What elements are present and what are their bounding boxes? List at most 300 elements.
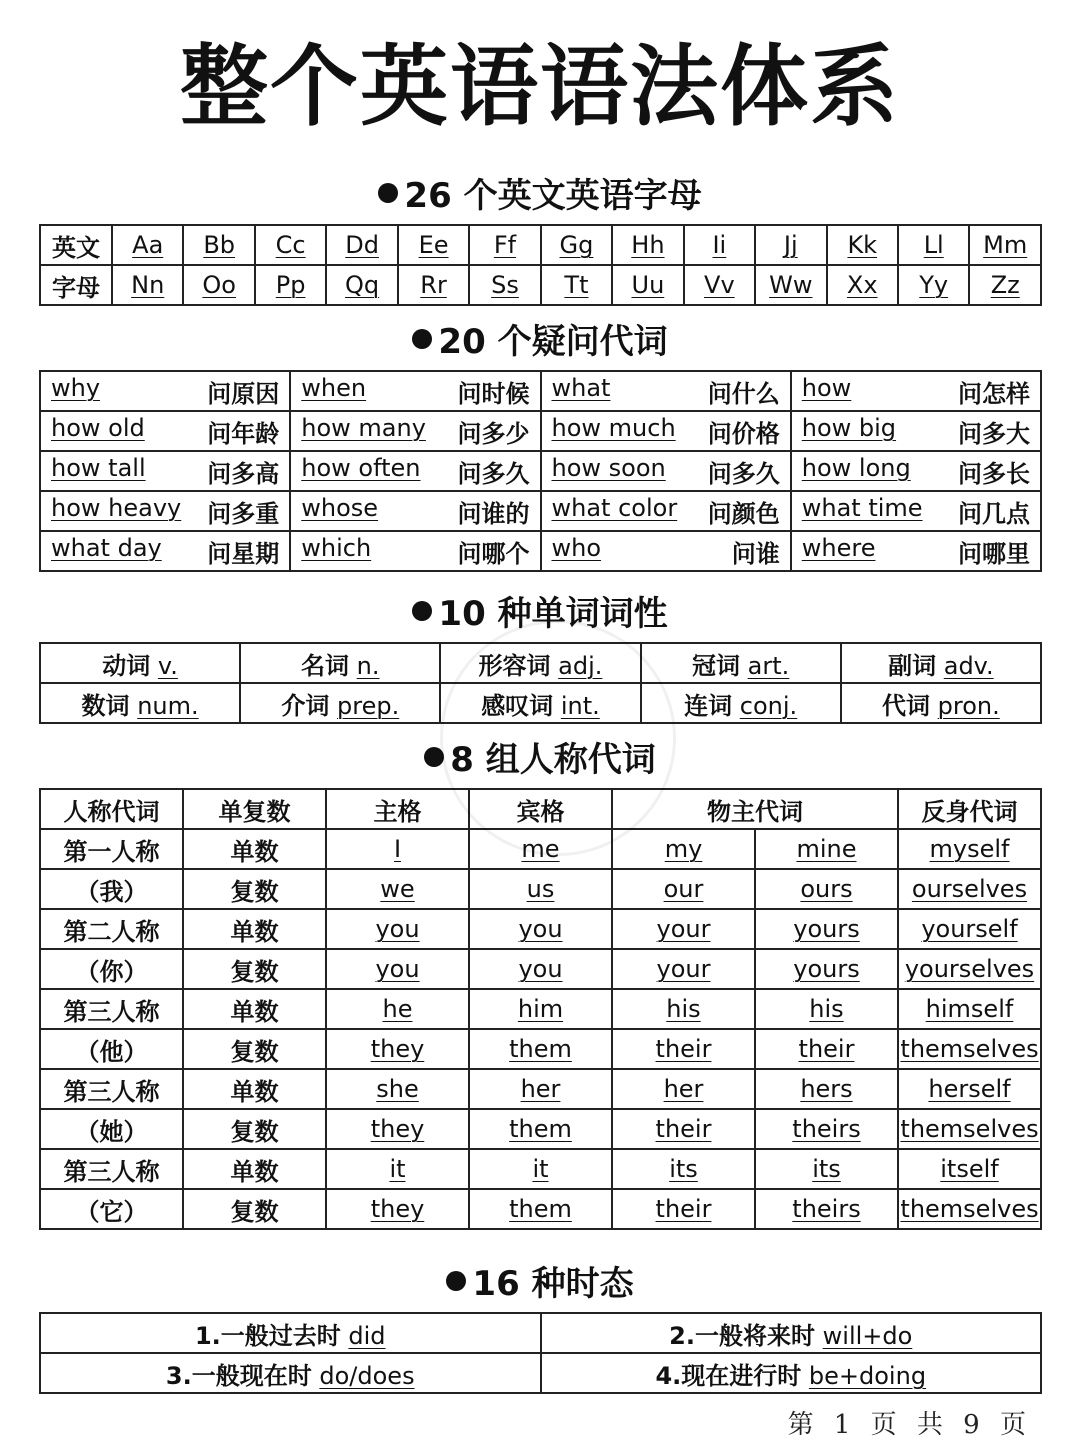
pronoun-cell — [469, 989, 612, 1029]
letter-cell — [112, 265, 183, 305]
pos-name: 形容词 — [478, 651, 551, 680]
letter-text: Ff — [493, 231, 517, 259]
pronoun-cell — [326, 989, 469, 1029]
question-meaning: 问星期 — [207, 539, 280, 568]
pronoun-cell — [469, 1029, 612, 1069]
pos-abbr: adj. — [558, 651, 603, 680]
letter-text: Oo — [202, 271, 236, 299]
letter-cell — [541, 265, 612, 305]
letter-text: Ee — [418, 231, 449, 259]
pronoun-form: her — [663, 1075, 704, 1103]
letter-text: Zz — [990, 271, 1020, 299]
question-meaning: 问原因 — [207, 379, 280, 408]
pos-cell — [641, 643, 841, 683]
pronoun-form: we — [380, 875, 415, 903]
pronoun-cell — [326, 1069, 469, 1109]
row-label-text: 英文 — [52, 233, 100, 262]
question-word: how heavy — [51, 493, 182, 522]
pronoun-cell — [612, 989, 755, 1029]
question-meaning: 问谁 — [731, 539, 780, 568]
question-cell — [290, 531, 540, 571]
pronoun-cell — [898, 829, 1041, 869]
pronoun-cell — [40, 989, 183, 1029]
pos-abbr: conj. — [739, 691, 798, 720]
pos-name: 感叹词 — [481, 691, 554, 720]
question-word: how much — [551, 413, 676, 442]
question-meaning: 问多重 — [207, 499, 280, 528]
pronoun-cell — [755, 909, 898, 949]
pronoun-form: they — [370, 1115, 425, 1143]
letter-text: Jj — [783, 231, 798, 259]
page-footer: 第 1 页 共 9 页 — [787, 1410, 1032, 1440]
tense-name: 3.一般现在时 — [165, 1361, 312, 1390]
question-cell — [290, 491, 540, 531]
question-word: whose — [301, 493, 379, 522]
letter-cell — [684, 225, 755, 265]
question-cell — [40, 371, 290, 411]
question-word: how soon — [551, 453, 666, 482]
pronoun-form: their — [798, 1035, 855, 1063]
question-word: how tall — [51, 453, 146, 482]
pronoun-cell — [469, 909, 612, 949]
pos-cell — [440, 683, 640, 723]
question-meaning: 问年龄 — [207, 419, 280, 448]
letter-text: Tt — [564, 271, 589, 299]
pronoun-cell — [40, 949, 183, 989]
pronoun-cell — [612, 949, 755, 989]
question-word: how often — [301, 453, 421, 482]
question-word: why — [51, 373, 101, 402]
letter-cell — [326, 265, 397, 305]
letter-text: Uu — [631, 271, 665, 299]
pronoun-form: themselves — [900, 1195, 1039, 1223]
section-heading-pronoun: 8 组人称代词 — [0, 738, 1080, 782]
pronoun-row — [40, 869, 1041, 909]
pos-abbr: n. — [356, 651, 380, 680]
pronoun-form: they — [370, 1035, 425, 1063]
tense-row — [40, 1353, 1041, 1393]
pos-name: 动词 — [102, 651, 151, 680]
pronoun-row — [40, 1149, 1041, 1189]
pronoun-form: yours — [793, 915, 860, 943]
pronoun-form: you — [518, 915, 563, 943]
pronoun-form: your — [656, 955, 711, 983]
pronoun-cell — [898, 909, 1041, 949]
pronoun-header-cell — [183, 789, 326, 829]
pronoun-form: he — [382, 995, 413, 1023]
question-cell — [791, 491, 1041, 531]
section-heading-tense: 16 种时态 — [0, 1262, 1080, 1306]
question-meaning: 问谁的 — [457, 499, 530, 528]
letter-cell — [755, 265, 826, 305]
pronoun-form: him — [517, 995, 564, 1023]
pronoun-form: theirs — [792, 1115, 861, 1143]
pronoun-cell — [755, 1149, 898, 1189]
alphabet-row — [40, 225, 1041, 265]
letter-cell — [684, 265, 755, 305]
tense-cell — [40, 1313, 541, 1353]
pronoun-form: them — [509, 1115, 572, 1143]
pos-name: 数词 — [81, 691, 130, 720]
section-heading-question: 20 个疑问代词 — [0, 320, 1080, 364]
letter-text: Bb — [203, 231, 236, 259]
tense-form: will+do — [822, 1321, 913, 1350]
pos-row — [40, 683, 1041, 723]
letter-text: Dd — [345, 231, 379, 259]
pronoun-cell — [183, 909, 326, 949]
letter-cell — [255, 265, 326, 305]
letter-text: Aa — [132, 231, 164, 259]
pronoun-form: yourselves — [904, 955, 1035, 983]
pronoun-cell — [40, 829, 183, 869]
pos-abbr: adv. — [943, 651, 994, 680]
pronoun-cell — [183, 1149, 326, 1189]
pronoun-form: you — [375, 955, 420, 983]
letter-cell — [398, 225, 469, 265]
pronoun-cell — [469, 949, 612, 989]
letter-cell — [469, 265, 540, 305]
pronoun-cell — [183, 949, 326, 989]
pronoun-cell — [469, 829, 612, 869]
pronoun-cell — [612, 829, 755, 869]
pronoun-form: you — [375, 915, 420, 943]
pronoun-cell — [40, 1189, 183, 1229]
pronoun-form: her — [520, 1075, 561, 1103]
pronoun-form: ours — [800, 875, 853, 903]
letter-cell — [898, 225, 969, 265]
question-meaning: 问价格 — [707, 419, 780, 448]
question-word: how many — [301, 413, 426, 442]
question-cell — [541, 451, 791, 491]
pronoun-cell — [326, 829, 469, 869]
bullet-icon — [424, 747, 444, 767]
pronoun-cell — [326, 1189, 469, 1229]
letter-text: Gg — [559, 231, 594, 259]
question-row — [40, 451, 1041, 491]
letter-cell — [398, 265, 469, 305]
pronoun-form: myself — [929, 835, 1010, 863]
pronoun-label: （她） — [75, 1117, 148, 1146]
pronoun-header-cell — [469, 789, 612, 829]
question-cell — [541, 371, 791, 411]
letter-text: Ww — [769, 271, 813, 299]
pronoun-header-row — [40, 789, 1041, 829]
pronoun-label: 复数 — [230, 877, 279, 906]
pronoun-form: his — [666, 995, 701, 1023]
pronoun-label: 单数 — [230, 1157, 279, 1186]
letter-cell — [969, 225, 1041, 265]
pronoun-cell — [326, 869, 469, 909]
pronoun-cell — [612, 909, 755, 949]
question-row — [40, 371, 1041, 411]
pronoun-cell — [612, 1069, 755, 1109]
question-cell — [40, 531, 290, 571]
pronoun-form: himself — [925, 995, 1014, 1023]
header-text: 主格 — [373, 797, 422, 826]
pos-abbr: prep. — [337, 691, 400, 720]
pronoun-row — [40, 829, 1041, 869]
pronoun-form: herself — [928, 1075, 1011, 1103]
tense-name: 1.一般过去时 — [194, 1321, 341, 1350]
pos-abbr: int. — [560, 691, 600, 720]
row-label-text: 字母 — [52, 273, 100, 302]
pronoun-cell — [755, 829, 898, 869]
pronoun-label: 单数 — [230, 997, 279, 1026]
pronoun-form: us — [526, 875, 555, 903]
letter-cell — [969, 265, 1041, 305]
question-words-table — [39, 370, 1042, 572]
pronoun-form: ourselves — [911, 875, 1028, 903]
pronoun-label: 单数 — [230, 837, 279, 866]
pos-cell — [641, 683, 841, 723]
letter-text: Hh — [631, 231, 665, 259]
question-meaning: 问多高 — [207, 459, 280, 488]
pronoun-cell — [612, 1189, 755, 1229]
pronoun-form: I — [393, 835, 402, 863]
pronoun-row — [40, 1189, 1041, 1229]
pronoun-cell — [898, 1069, 1041, 1109]
question-row — [40, 491, 1041, 531]
letter-cell — [827, 225, 898, 265]
pronoun-form: their — [655, 1115, 712, 1143]
letter-cell — [612, 225, 683, 265]
tense-name: 2.一般将来时 — [669, 1321, 815, 1350]
question-meaning: 问多久 — [457, 459, 530, 488]
pronoun-form: mine — [796, 835, 857, 863]
pronoun-label: 复数 — [230, 957, 279, 986]
pronoun-form: his — [809, 995, 844, 1023]
letter-text: Nn — [131, 271, 165, 299]
bullet-icon — [412, 601, 432, 621]
question-meaning: 问怎样 — [958, 379, 1030, 408]
pronoun-form: themselves — [900, 1115, 1039, 1143]
question-word: what color — [551, 493, 678, 522]
bullet-icon — [446, 1271, 466, 1291]
pronoun-form: themselves — [900, 1035, 1039, 1063]
question-word: which — [301, 533, 372, 562]
tense-form: do/does — [319, 1361, 415, 1390]
pronoun-label: 第三人称 — [63, 1077, 160, 1106]
question-cell — [791, 371, 1041, 411]
pronoun-form: hers — [800, 1075, 853, 1103]
pos-name: 代词 — [882, 691, 930, 720]
question-word: when — [301, 373, 367, 402]
header-text: 人称代词 — [63, 797, 160, 826]
pronoun-cell — [898, 989, 1041, 1029]
pos-row — [40, 643, 1041, 683]
pronoun-cell — [40, 909, 183, 949]
pronoun-header-cell — [612, 789, 898, 829]
letter-cell — [255, 225, 326, 265]
section-heading-pos: 10 种单词词性 — [0, 592, 1080, 636]
pronoun-form: yourself — [921, 915, 1018, 943]
tense-cell — [541, 1353, 1042, 1393]
pronoun-label: 复数 — [230, 1197, 279, 1226]
pronoun-form: it — [389, 1155, 406, 1183]
pronoun-cell — [183, 829, 326, 869]
pronoun-cell — [326, 949, 469, 989]
pronoun-label: （他） — [75, 1037, 148, 1066]
pronoun-row — [40, 949, 1041, 989]
pronoun-form: it — [532, 1155, 549, 1183]
pronoun-cell — [755, 949, 898, 989]
question-meaning: 问多久 — [707, 459, 780, 488]
letter-text: Yy — [919, 271, 949, 299]
pronoun-cell — [612, 1149, 755, 1189]
letter-cell — [541, 225, 612, 265]
pos-name: 介词 — [281, 691, 330, 720]
letter-text: Ii — [712, 231, 727, 259]
pronoun-label: 第三人称 — [63, 997, 160, 1026]
question-row — [40, 531, 1041, 571]
pos-name: 连词 — [684, 691, 733, 720]
pronoun-form: yours — [793, 955, 860, 983]
pos-cell — [40, 683, 240, 723]
header-text: 物主代词 — [707, 797, 803, 826]
question-word: how big — [801, 413, 897, 442]
pronoun-header-cell — [898, 789, 1041, 829]
pronoun-cell — [755, 1069, 898, 1109]
letter-cell — [326, 225, 397, 265]
pronoun-row — [40, 1069, 1041, 1109]
pronoun-cell — [469, 1069, 612, 1109]
pronoun-cell — [183, 1069, 326, 1109]
question-cell — [791, 531, 1041, 571]
pronoun-label: （它） — [75, 1197, 148, 1226]
pronoun-cell — [612, 1029, 755, 1069]
pronoun-cell — [40, 869, 183, 909]
page-title: 整个英语语法体系 — [179, 35, 900, 138]
pronoun-cell — [755, 989, 898, 1029]
question-word: what time — [801, 493, 923, 522]
bullet-icon — [378, 183, 398, 203]
pos-cell — [841, 683, 1041, 723]
tense-table — [39, 1312, 1042, 1394]
header-text: 宾格 — [516, 797, 565, 826]
pronoun-cell — [40, 1149, 183, 1189]
letter-cell — [898, 265, 969, 305]
section-heading-alphabet: 26 个英文英语字母 — [0, 174, 1080, 218]
question-word: how — [801, 373, 852, 402]
question-meaning: 问几点 — [958, 499, 1030, 528]
pos-abbr: art. — [747, 651, 790, 680]
pronoun-form: them — [509, 1195, 572, 1223]
question-cell — [40, 491, 290, 531]
question-meaning: 问哪个 — [457, 539, 530, 568]
question-word: what day — [51, 533, 162, 562]
tense-name: 4.现在进行时 — [655, 1361, 802, 1390]
pronoun-form: they — [370, 1195, 425, 1223]
question-meaning: 问多长 — [958, 459, 1030, 488]
question-cell — [541, 491, 791, 531]
pos-cell — [440, 643, 640, 683]
pos-cell — [240, 643, 440, 683]
letter-text: Kk — [847, 231, 878, 259]
question-word: who — [551, 533, 602, 562]
pronoun-label: 第一人称 — [63, 837, 160, 866]
pos-name: 冠词 — [692, 651, 741, 680]
question-word: how long — [801, 453, 911, 482]
question-meaning: 问什么 — [707, 379, 780, 408]
question-meaning: 问多大 — [958, 419, 1030, 448]
question-cell — [290, 451, 540, 491]
pronoun-cell — [898, 1149, 1041, 1189]
pronoun-header-cell — [40, 789, 183, 829]
alphabet-row-label — [40, 225, 112, 265]
pronoun-label: （你） — [75, 957, 148, 986]
pronoun-cell — [469, 1189, 612, 1229]
pronoun-form: itself — [940, 1155, 999, 1183]
pos-cell — [841, 643, 1041, 683]
pronoun-form: our — [663, 875, 704, 903]
letter-cell — [469, 225, 540, 265]
pronoun-cell — [755, 1189, 898, 1229]
pronoun-cell — [898, 1189, 1041, 1229]
question-cell — [791, 451, 1041, 491]
question-word: where — [801, 533, 876, 562]
pronoun-cell — [469, 1109, 612, 1149]
letter-cell — [755, 225, 826, 265]
pronoun-row — [40, 1109, 1041, 1149]
question-cell — [40, 411, 290, 451]
letter-text: Qq — [345, 271, 380, 299]
pronoun-cell — [755, 1109, 898, 1149]
pronoun-form: you — [518, 955, 563, 983]
tense-cell — [541, 1313, 1042, 1353]
pronoun-label: 单数 — [230, 1077, 279, 1106]
pronoun-row — [40, 989, 1041, 1029]
letter-text: Ss — [491, 271, 519, 299]
pronoun-form: their — [655, 1195, 712, 1223]
question-cell — [40, 451, 290, 491]
letter-cell — [183, 225, 254, 265]
tense-cell — [40, 1353, 541, 1393]
parts-of-speech-table — [39, 642, 1042, 724]
bullet-icon — [412, 329, 432, 349]
pos-cell — [40, 643, 240, 683]
pronoun-cell — [326, 1029, 469, 1069]
header-text: 反身代词 — [921, 797, 1018, 826]
letter-text: Vv — [704, 271, 735, 299]
pronoun-header-cell — [326, 789, 469, 829]
pronoun-cell — [183, 1189, 326, 1229]
pronoun-row — [40, 1029, 1041, 1069]
question-cell — [791, 411, 1041, 451]
question-meaning: 问时候 — [457, 379, 530, 408]
pos-abbr: pron. — [937, 691, 1000, 720]
alphabet-row — [40, 265, 1041, 305]
letter-text: Cc — [275, 231, 306, 259]
question-cell — [541, 531, 791, 571]
letter-cell — [827, 265, 898, 305]
pronoun-cell — [40, 1109, 183, 1149]
pronoun-cell — [40, 1069, 183, 1109]
pronoun-cell — [469, 1149, 612, 1189]
pronoun-cell — [40, 1029, 183, 1069]
letter-text: Ll — [923, 231, 944, 259]
pronoun-cell — [183, 989, 326, 1029]
letter-text: Rr — [420, 271, 447, 299]
question-word: how old — [51, 413, 145, 442]
pronoun-cell — [612, 1109, 755, 1149]
pos-abbr: v. — [157, 651, 178, 680]
pronoun-form: me — [521, 835, 560, 863]
letter-text: Pp — [275, 271, 306, 299]
letter-text: Mm — [983, 231, 1028, 259]
pronoun-row — [40, 909, 1041, 949]
pronoun-label: 复数 — [230, 1037, 279, 1066]
question-word: what — [551, 373, 611, 402]
